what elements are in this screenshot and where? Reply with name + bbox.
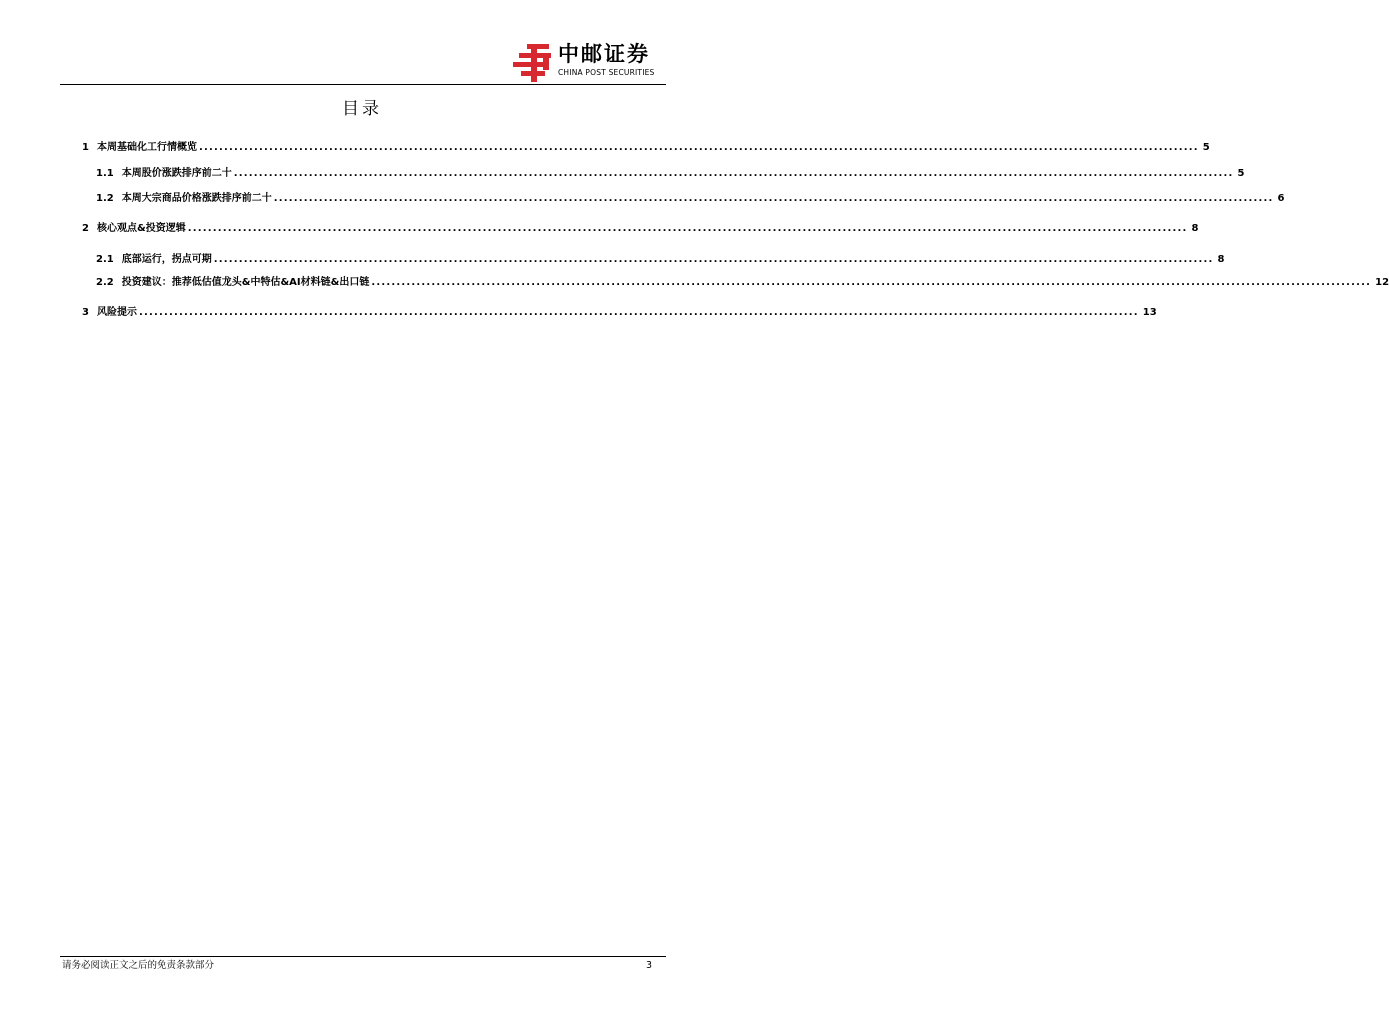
toc-entry-page: 8 <box>1191 223 1199 234</box>
page-header <box>0 0 724 86</box>
toc-leader-dots: ........................................................................................................................................................................................................ <box>371 277 1372 288</box>
toc-entry[interactable] <box>96 253 1225 267</box>
toc-leader-dots: ........................................................................................................................................................................................................ <box>138 307 1139 318</box>
toc-entry[interactable] <box>82 222 1199 236</box>
toc-entry[interactable] <box>96 276 1389 290</box>
toc-entry-number: 2 <box>82 223 89 234</box>
toc-entry-text: 风险提示 <box>96 307 137 318</box>
toc-entry-text: 底部运行，拐点可期 <box>121 254 212 265</box>
footer-disclaimer: 请务必阅读正文之后的免责条款部分 <box>62 960 215 971</box>
toc-entry-number: 1 <box>82 142 89 153</box>
toc-entry-text: 本周股价涨跌排序前二十 <box>121 168 232 179</box>
toc-entry-text: 核心观点&投资逻辑 <box>96 223 186 234</box>
toc-entry-page: 5 <box>1202 142 1210 153</box>
china-post-logo-icon <box>513 44 553 82</box>
toc-leader-dots: ........................................................................................................................................................................................................ <box>213 254 1214 265</box>
toc-entry-number: 1.1 <box>96 168 114 179</box>
toc-entry[interactable] <box>82 306 1157 320</box>
toc-leader-dots: ........................................................................................................................................................................................................ <box>187 223 1188 234</box>
toc-entry[interactable] <box>82 141 1210 155</box>
toc-leader-dots: ........................................................................................................................................................................................................ <box>233 168 1234 179</box>
toc-entry-number: 3 <box>82 307 89 318</box>
toc-entry-text: 投资建议：推荐低估值龙头&中特估&AI材料链&出口链 <box>121 277 370 288</box>
toc-entry-page: 12 <box>1375 277 1389 288</box>
toc-entry-number: 2.2 <box>96 277 114 288</box>
footer-divider <box>60 956 666 957</box>
page-number: 3 <box>646 960 653 971</box>
toc-entry-page: 8 <box>1217 254 1225 265</box>
toc-entry-text: 本周大宗商品价格涨跌排序前二十 <box>121 193 272 204</box>
toc-entry[interactable] <box>96 167 1245 181</box>
toc-entry-page: 13 <box>1142 307 1157 318</box>
toc-entry-number: 2.1 <box>96 254 114 265</box>
brand-name-cn: 中邮证券 <box>558 42 650 66</box>
toc-entry-text: 本周基础化工行情概览 <box>96 142 197 153</box>
toc-title: 目录 <box>342 99 382 119</box>
brand-name-en: CHINA POST SECURITIES <box>558 68 655 77</box>
toc-entry-page: 6 <box>1277 193 1285 204</box>
toc-entry-page: 5 <box>1237 168 1245 179</box>
toc-leader-dots: ........................................................................................................................................................................................................ <box>198 142 1199 153</box>
toc-entry-number: 1.2 <box>96 193 114 204</box>
toc-leader-dots: ........................................................................................................................................................................................................ <box>273 193 1274 204</box>
header-divider <box>60 84 666 85</box>
toc-entry[interactable] <box>96 192 1285 206</box>
